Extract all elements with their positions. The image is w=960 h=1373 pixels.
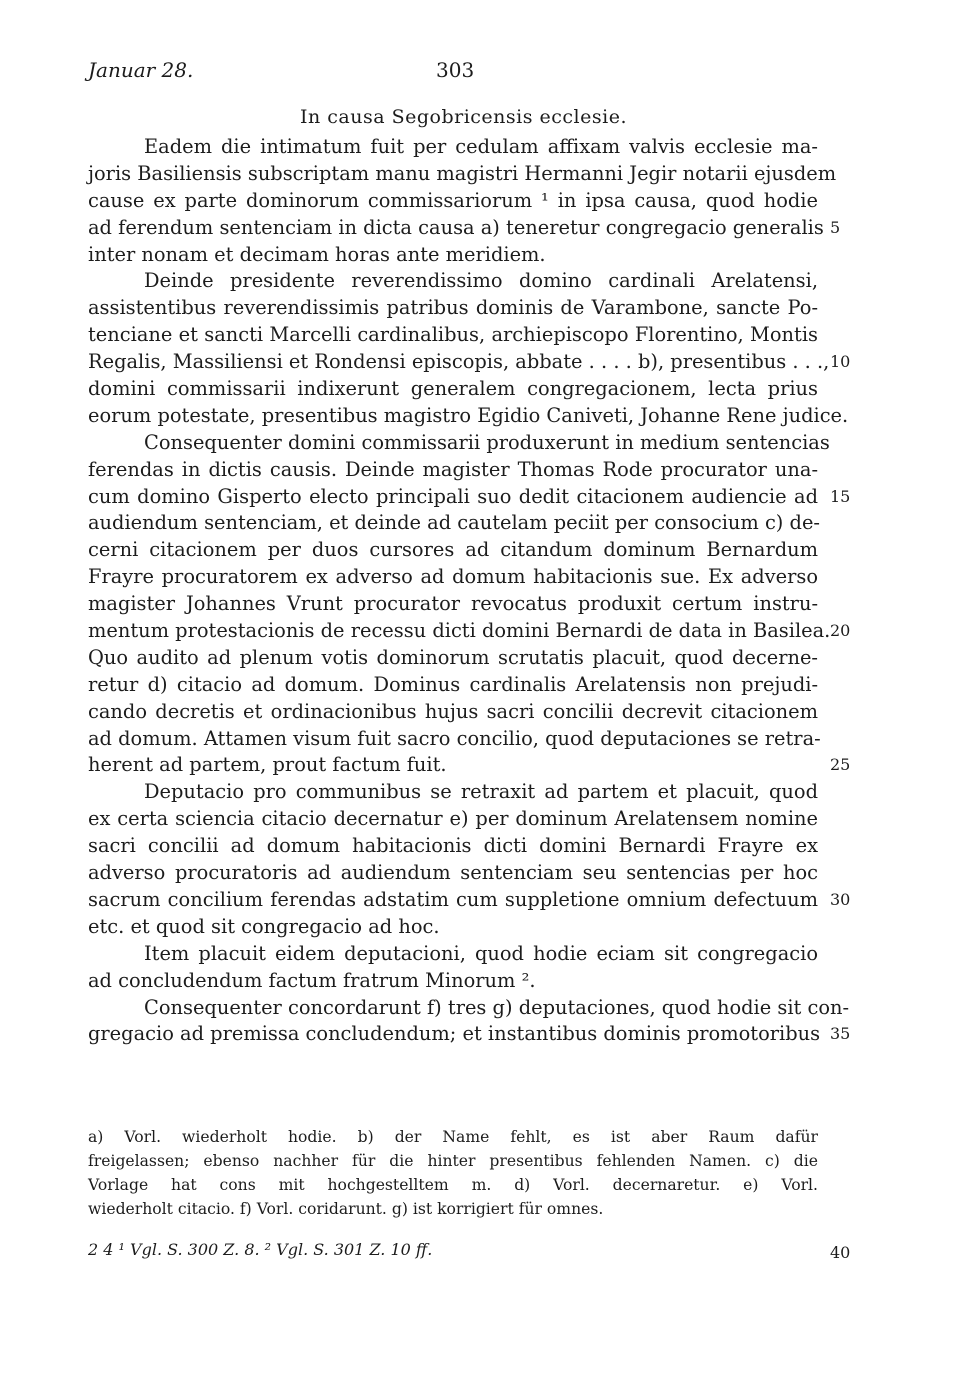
text-line: Frayre procuratorem ex adverso ad domum habitacionis sue. Ex adverso (88, 565, 818, 589)
text-line: cerni citacionem per duos cursores ad citandum dominum Bernardum (88, 538, 818, 562)
text-line: Quo audito ad plenum votis dominorum scrutatis placuit, quod decerne- (88, 645, 818, 669)
line-number: 10 (830, 352, 851, 372)
footnote-line: wiederholt citacio. f) Vorl. coridarunt. g) ist korrigiert für omnes. (88, 1200, 604, 1218)
text-line: ferendas in dictis causis. Deinde magister Thomas Rode procurator una- (88, 457, 818, 481)
text-line: retur d) citacio ad domum. Dominus cardinalis Arelatensis non prejudi- (88, 672, 818, 696)
section-heading: In causa Segobricensis ecclesie. (300, 106, 627, 128)
text-line: ad concludendum factum fratrum Minorum ². (88, 968, 536, 992)
text-line: herent ad partem, prout factum fuit. 25 (88, 752, 818, 779)
footnote-line: freigelassen; ebenso nachher für die hinter presentibus fehlenden Namen. c) die (88, 1152, 818, 1170)
line-number: 15 (830, 486, 851, 506)
page-number: 303 (436, 58, 475, 82)
body-text (88, 134, 851, 1048)
text-line: Deputacio pro communibus se retraxit ad partem et placuit, quod (144, 780, 818, 804)
running-header-date: Januar 28. (88, 58, 194, 82)
text-line: sacri concilii ad domum habitacionis dicti domini Bernardi Frayre ex (88, 834, 818, 858)
line-number: 35 (830, 1024, 851, 1044)
footnote-line: a) Vorl. wiederholt hodie. b) der Name fehlt, es ist aber Raum dafür (88, 1128, 818, 1146)
text-line: ad ferendum sentenciam in dicta causa a) teneretur congregacio generalis 5 (88, 215, 818, 242)
footnote-line: Vorlage hat cons mit hochgestelltem m. d) Vorl. decernaretur. e) Vorl. (88, 1176, 818, 1194)
text-line: gregacio ad premissa concludendum; et instantibus dominis promotoribus 35 (88, 1021, 818, 1048)
text-line: mentum protestacionis de recessu dicti domini Bernardi de data in Basilea. 20 (88, 618, 818, 645)
line-number: 5 (830, 217, 841, 237)
line-number: 25 (830, 755, 851, 775)
line-number: 20 (830, 621, 851, 641)
line-number: 30 (830, 889, 851, 909)
text-line: eorum potestate, presentibus magistro Egidio Caniveti, Johanne Rene judice. (88, 403, 849, 427)
text-line: etc. et quod sit congregacio ad hoc. (88, 914, 440, 938)
text-line: tenciane et sancti Marcelli cardinalibus, archiepiscopo Florentino, Montis (88, 323, 818, 347)
text-line: joris Basiliensis subscriptam manu magistri Hermanni Jegir notarii ejusdem (88, 161, 837, 185)
text-line: audiendum sentenciam, et deinde ad cautelam peciit per consocium c) de- (88, 511, 820, 535)
text-line: assistentibus reverendissimis patribus dominis de Varambone, sancte Po- (88, 296, 818, 320)
text-line: sacrum concilium ferendas adstatim cum suppletione omnium defectuum 30 (88, 887, 818, 914)
text-line: cause ex parte dominorum commissariorum ¹ in ipsa causa, quod hodie (88, 188, 818, 212)
text-line: inter nonam et decimam horas ante meridiem. (88, 242, 546, 266)
text-line: ad domum. Attamen visum fuit sacro concilio, quod deputaciones se retra- (88, 726, 821, 750)
text-line: Regalis, Massiliensi et Rondensi episcopis, abbate . . . . b), presentibus . . ., 10 (88, 349, 818, 376)
text-line: cum domino Gisperto electo principali suo dedit citacionem audiencie ad 15 (88, 484, 818, 511)
text-line: cando decretis et ordinacionibus hujus sacri concilii decrevit citacionem (88, 699, 818, 723)
text-line: Consequenter concordarunt f) tres g) deputaciones, quod hodie sit con- (144, 995, 850, 1019)
footnotes (88, 1125, 818, 1221)
text-line: Consequenter domini commissarii produxerunt in medium sentencias (144, 430, 830, 454)
line-number: 40 (830, 1243, 851, 1262)
reference-notes: 2 4 ¹ Vgl. S. 300 Z. 8. ² Vgl. S. 301 Z. 10 ff. (88, 1240, 433, 1259)
text-line: Deinde presidente reverendissimo domino cardinali Arelatensi, (144, 269, 818, 293)
text-line: domini commissarii indixerunt generalem congregacionem, lecta prius (88, 377, 818, 401)
text-line: magister Johannes Vrunt procurator revocatus produxit certum instru- (88, 592, 818, 616)
text-line: ex certa sciencia citacio decernatur e) per dominum Arelatensem nomine (88, 807, 818, 831)
text-line: adverso procuratoris ad audiendum sentenciam seu sentencias per hoc (88, 861, 818, 885)
text-line: Eadem die intimatum fuit per cedulam affixam valvis ecclesie ma- (144, 135, 818, 158)
text-line: Item placuit eidem deputacioni, quod hodie eciam sit congregacio (144, 941, 818, 965)
